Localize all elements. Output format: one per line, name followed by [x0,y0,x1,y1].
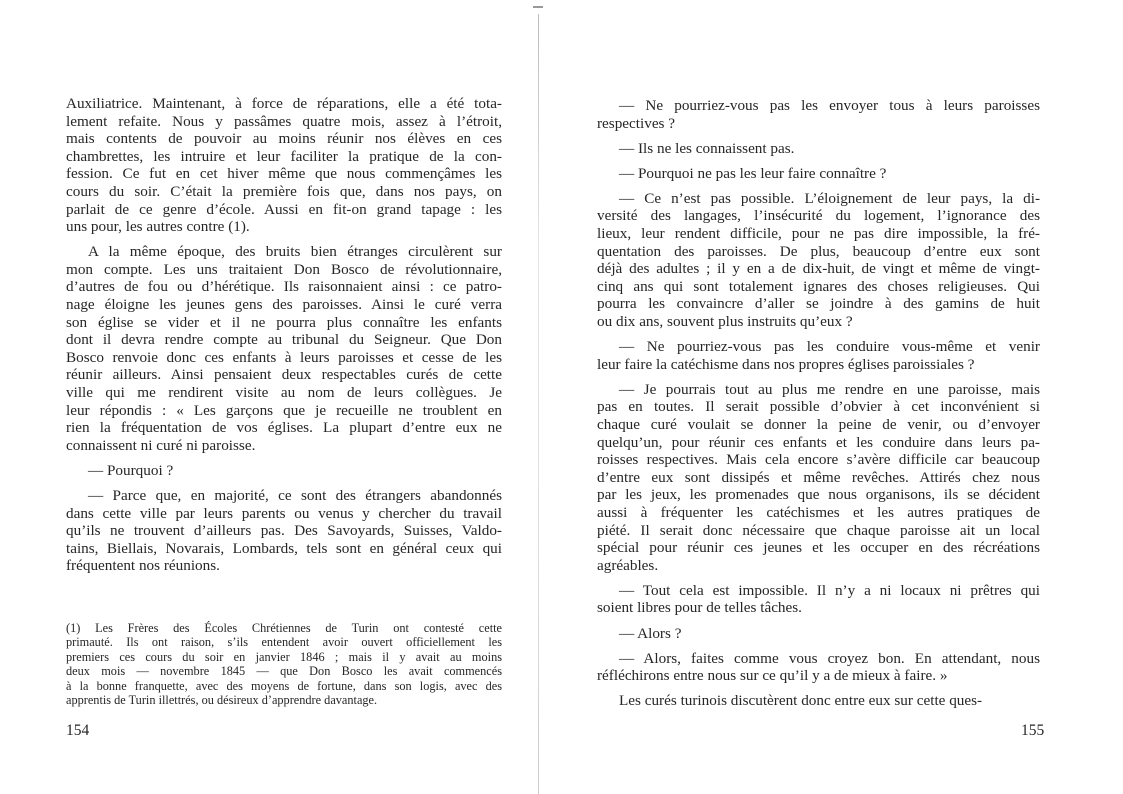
text-line: parlait de ce genre d’école. Aussi en fit-on grand tapage : les [66,200,502,218]
paragraph [597,692,1040,710]
paragraph [597,97,1040,132]
text-line: — Pourquoi ne pas les leur faire connaître ? [619,164,887,182]
text-line: son église se vider et il ne pourra plus connaître les enfants [66,313,502,331]
text-line: — Tout cela est impossible. Il n’y a ni locaux ni prêtres qui [619,581,1040,599]
paragraph [597,625,1040,643]
text-line: quentation des paroisses. De plus, beaucoup d’entre eux sont [597,242,1040,260]
footnote-line: (1) Les Frères des Écoles Chrétiennes de Turin ont contesté cette [66,621,502,635]
page-number-right: 155 [1021,722,1045,739]
footnote-line: premiers ces cours du soir en janvier 1846 ; mais il y avait au moins [66,649,502,664]
text-line: chambrettes, les intruire et leur faciliter la pratique de la con- [66,147,502,165]
paragraph [66,95,502,236]
text-line: ville qui me rendirent visite au nom de leurs collègues. Je [66,384,502,401]
text-line: piété. Il serait donc nécessaire que chaque paroisse ait un local [597,521,1040,539]
footnote-line: à la bonne franquette, avec des moyens de fortune, dans son logis, avec des [66,678,502,693]
paragraph [597,381,1040,575]
text-line: fréquentent nos réunions. [66,557,220,575]
text-line: tains, Biellais, Novarais, Lombards, tels sont en général ceux qui [66,539,502,557]
text-line: connaissent ni curé ni paroisse. [66,436,256,454]
text-line: mais contents de pouvoir au moins réunir nos élèves en ces [66,130,502,148]
text-line: pourra les convaincre d’aller se joindre à des gamins de huit [597,295,1040,313]
text-line: réunir ailleurs. Ainsi pensaient deux respectables curés de cette [66,366,502,384]
text-line: fession. Ce fut en cet hiver même que nous commençâmes les [66,165,502,183]
text-line: ou dix ans, souvent plus instruits qu’eux ? [597,313,853,331]
footnote-line: primauté. Ils ont raison, s’ils entendent avoir ouvert officiellement les [66,635,502,650]
paragraph [597,582,1040,617]
text-line: respectives ? [597,114,676,132]
text-line: — Ne pourriez-vous pas les conduire vous-même et venir [619,338,1040,356]
text-line: pas en toutes. Il serait possible d’obvier à cet inconvénient si [597,398,1040,416]
text-line: spécial pour réunir ces jeunes et les occuper en des récréations [597,539,1040,557]
text-line: qu’ils ne trouvent d’ailleurs pas. Des Savoyards, Suisses, Valdo- [66,522,502,540]
text-line: nage éloigne les jeunes gens des paroisses. Ainsi le curé verra [66,296,502,314]
book-gutter [538,14,539,794]
page-number-left: 154 [66,722,90,739]
text-line: lement refaite. Nous y passâmes quatre mois, assez à l’étroit, [66,112,502,130]
text-line: — Alors, faites comme vous croyez bon. En attendant, nous [619,649,1040,667]
paragraph [597,190,1040,331]
text-line: cours du soir. C’était la première fois que, dans nos pays, on [66,182,502,200]
left-page-body [66,95,502,582]
text-line: leur faire la catéchisme dans nos propres églises paroissiales ? [597,355,975,373]
paragraph [597,165,1040,183]
text-line: d’entre eux sont dissipés et même revêches. Attirés chez nous [597,468,1040,486]
paragraph [597,650,1040,685]
text-line: roisses respectives. Mais cela encore s’avère difficile car beaucoup [597,451,1040,469]
text-line: déjà des adultes ; il y en a de dix-huit, de vingt et même de vingt- [597,260,1040,278]
text-line: dont il devra rendre compte au tribunal du Seigneur. Que Don [66,331,502,349]
text-line: — Pourquoi ? [88,461,174,479]
paragraph [66,487,502,575]
text-line: — Ne pourriez-vous pas les envoyer tous à leurs paroisses [619,97,1040,114]
text-line: — Ce n’est pas possible. L’éloignement de leur pays, la di- [619,189,1040,207]
text-line: dans cette ville par leurs parents ou venus y chercher du travail [66,504,502,522]
text-line: chaque curé voulait se donner la peine de venir, ou d’envoyer [597,416,1040,433]
text-line: d’autres de fou ou d’hérétique. Ils raisonnaient ainsi : ce patro- [66,278,502,296]
text-line: mon compte. Les uns traitaient Don Bosco de révolutionnaire, [66,260,502,278]
paragraph [66,243,502,454]
text-line: — Parce que, en majorité, ce sont des étrangers abandonnés [88,486,502,504]
text-line: quelqu’un, pour réunir ces enfants et les conduire dans leurs pa- [597,433,1040,451]
text-line: cinq ans qui sont totalement ignares des choses religieuses. Qui [597,277,1040,295]
text-line: — Je pourrais tout au plus me rendre en une paroisse, mais [619,380,1040,398]
text-line: réfléchirons entre nous sur ce qu’il y a de mieux à faire. » [597,667,948,685]
text-line: aussi à fréquenter les catéchismes et les autres pratiques de [597,503,1040,521]
text-line: A la même époque, des bruits bien étranges circulèrent sur [88,243,502,261]
text-line: Auxiliatrice. Maintenant, à force de réparations, elle a été tota- [66,95,502,112]
footnote-line: deux mois — novembre 1845 — que Don Bosco les avait commencés [66,664,502,679]
text-line: Les curés turinois discutèrent donc entre eux sur cette ques- [619,692,983,710]
right-page-body [597,97,1040,717]
text-line: — Alors ? [619,624,682,642]
paragraph [597,338,1040,373]
text-line: — Ils ne les connaissent pas. [619,139,795,157]
text-line: rien la fréquentation de vos églises. La plupart d’entre eux ne [66,419,502,437]
left-page-footnote [66,621,502,707]
paragraph [66,462,502,480]
text-line: lieux, leur rendent difficile, pour ne pas dire impossible, la fré- [597,225,1040,243]
text-line: uns pour, les autres contre (1). [66,218,250,236]
paragraph [597,140,1040,158]
text-line: leur répondis : « Les garçons que je recueille ne troublent en [66,401,502,419]
text-line: versité des langages, l’insécurité du logement, l’ignorance des [597,207,1040,225]
gutter-mark [533,6,543,8]
text-line: agréables. [597,556,659,574]
text-line: soient libres pour de telles tâches. [597,599,802,617]
footnote-line: apprentis de Turin illettrés, ou désireux d’apprendre davantage. [66,692,378,707]
text-line: par les jeux, les promenades que nous organisons, ils se décident [597,486,1040,504]
text-line: Bosco renvoie donc ces enfants à leurs paroisses et cesse de les [66,348,502,366]
